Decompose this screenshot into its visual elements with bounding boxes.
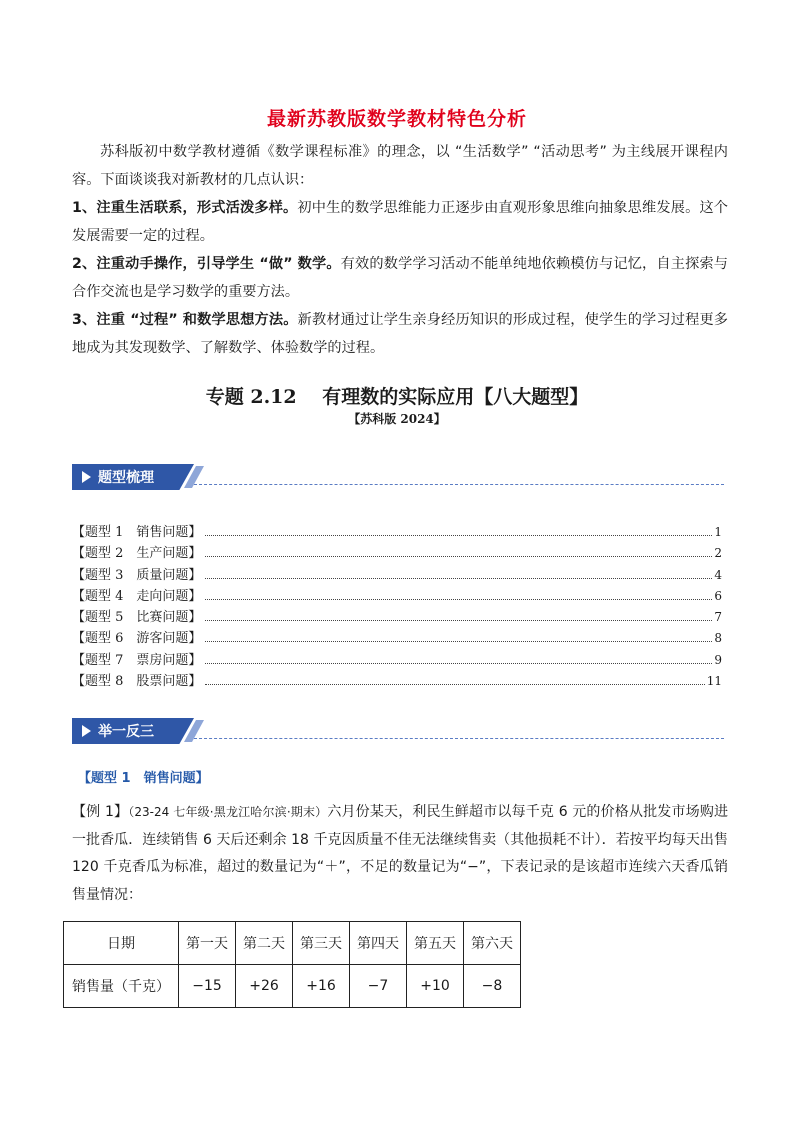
section-banner-examples: [72, 718, 724, 744]
point-2-text: 有效的数学学习活动不能单纯地依赖模仿与记忆，自主探索与合作交流也是学习数学的重要方法。: [72, 256, 728, 300]
toc-leader: [205, 577, 712, 579]
table-row-label: 销售量（千克）: [64, 965, 179, 1008]
toc-item[interactable]: [72, 542, 722, 563]
table-cell: −15: [179, 965, 236, 1008]
table-header-cell: 第二天: [236, 922, 293, 965]
toc-item-page: 2: [714, 546, 722, 561]
intro-paragraph: 苏科版初中数学教材遵循《数学课程标准》的理念，以 “生活数学” “活动思考” 为主线展开课程内容。下面谈谈我对新教材的几点认识：: [72, 144, 728, 188]
edition-label: 【苏科版 2024】: [348, 412, 446, 426]
table-of-contents: [72, 521, 722, 691]
toc-leader: [205, 598, 712, 600]
toc-item-label: 【题型 5 比赛问题】: [72, 610, 202, 626]
toc-leader: [205, 662, 712, 664]
toc-item-label: 【题型 3 质量问题】: [72, 567, 202, 583]
point-2: [72, 250, 728, 306]
toc-item-label: 【题型 2 生产问题】: [72, 546, 202, 562]
table-header-cell: 第五天: [407, 922, 464, 965]
table-cell: +26: [236, 965, 293, 1008]
toc-leader: [205, 683, 704, 685]
point-1-heading: 1、注重生活联系，形式活泼多样。: [72, 200, 298, 216]
table-cell: +16: [293, 965, 350, 1008]
example-body: 六月份某天，利民生鲜超市以每千克 6 元的价格从批发市场购进一批香瓜．连续销售 6 天后还剩余 18 千克因质量不佳无法继续售卖（其他损耗不计）．若按平均每天出售 120 千克香瓜为标准，超过的数量记为“＋”，不足的数量记为“−”，下表记录的是该超市连续六天香瓜销售量情况：: [72, 804, 728, 903]
example-tag: 【例 1】: [72, 804, 129, 820]
toc-item[interactable]: [72, 521, 722, 542]
toc-item[interactable]: [72, 564, 722, 585]
banner-divider: [194, 738, 724, 739]
table-header-cell: 第六天: [464, 922, 521, 965]
toc-item[interactable]: [72, 627, 722, 648]
toc-item[interactable]: [72, 649, 722, 670]
intro-section: [72, 138, 728, 362]
toc-item-label: 【题型 7 票房问题】: [72, 652, 202, 668]
point-2-heading: 2、注重动手操作，引导学生 “做” 数学。: [72, 256, 341, 272]
toc-item-page: 1: [714, 525, 722, 539]
example-source: （23-24 七年级·黑龙江哈尔滨·期末）: [128, 805, 328, 819]
toc-item-page: 8: [714, 631, 722, 646]
toc-item-label: 【题型 8 股票问题】: [72, 674, 202, 690]
point-3-heading: 3、注重 “过程” 和数学思想方法。: [72, 312, 298, 328]
table-cell: +10: [407, 965, 464, 1008]
table-header-cell: 第四天: [350, 922, 407, 965]
play-triangle-icon: [82, 725, 91, 737]
subject-title: 专题 2.12 有理数的实际应用【八大题型】: [205, 386, 589, 408]
table-row: [64, 965, 521, 1008]
toc-item-label: 【题型 6 游客问题】: [72, 631, 202, 647]
page-title: 最新苏教版数学教材特色分析: [266, 108, 527, 130]
banner-label: 举一反三: [98, 724, 154, 740]
toc-item-page: 9: [714, 652, 722, 667]
point-3: [72, 306, 728, 362]
banner-label: 题型梳理: [98, 470, 154, 486]
point-1: [72, 194, 728, 250]
section-banner-toc: [72, 464, 724, 490]
example-text: [72, 799, 728, 909]
sales-table: [63, 921, 521, 1008]
banner-divider: [194, 484, 724, 485]
point-3-text: 新教材通过让学生亲身经历知识的形成过程，使学生的学习过程更多地成为其发现数学、了解数学、体验数学的过程。: [72, 312, 728, 356]
toc-leader: [205, 619, 712, 621]
toc-leader: [205, 534, 712, 536]
table-header-cell: 第一天: [179, 922, 236, 965]
play-triangle-icon: [82, 471, 91, 483]
table-row: [64, 922, 521, 965]
table-cell: −8: [464, 965, 521, 1008]
toc-item-page: 6: [714, 588, 722, 603]
table-cell: −7: [350, 965, 407, 1008]
point-1-text: 初中生的数学思维能力正逐步由直观形象思维向抽象思维发展。这个发展需要一定的过程。: [72, 200, 728, 244]
toc-item-page: 11: [706, 674, 722, 689]
toc-item-label: 【题型 4 走向问题】: [72, 588, 202, 604]
section-heading: 【题型 1 销售问题】: [78, 771, 209, 786]
toc-item-page: 7: [714, 610, 722, 625]
table-header-cell: 第三天: [293, 922, 350, 965]
toc-item[interactable]: [72, 585, 722, 606]
toc-leader: [205, 640, 712, 642]
toc-item-page: 4: [714, 567, 722, 582]
example-1: [72, 799, 728, 909]
table-header-cell: 日期: [64, 922, 179, 965]
toc-item[interactable]: [72, 606, 722, 627]
toc-item[interactable]: [72, 670, 722, 691]
toc-leader: [205, 555, 712, 557]
toc-item-label: 【题型 1 销售问题】: [72, 525, 202, 540]
